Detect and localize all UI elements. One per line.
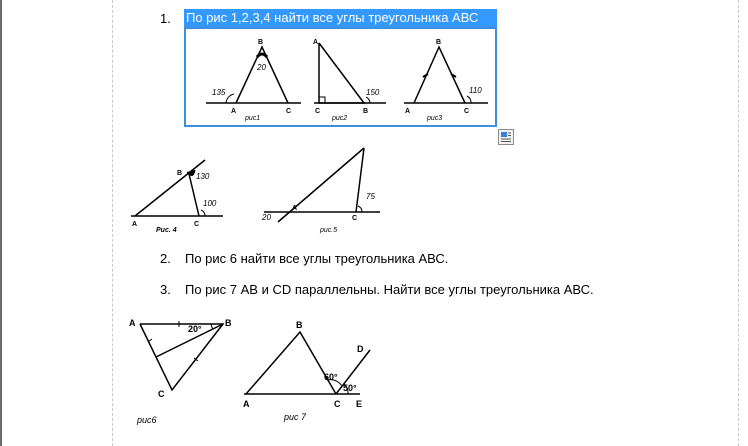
list-number-1: 1. (160, 11, 171, 26)
fig4-label-b: B (177, 170, 183, 177)
fig4-label-c: C (194, 221, 200, 228)
fig6-label-b: B (225, 318, 232, 328)
fig6-label-a: A (129, 318, 136, 328)
fig7-label-b: B (296, 320, 303, 330)
fig7-angle-2: 50° (343, 383, 357, 393)
fig3-label-a: A (405, 108, 411, 115)
fig7-label-e: E (356, 399, 363, 409)
fig1-caption: рис1 (245, 115, 261, 122)
fig1-label-a: A (231, 108, 237, 115)
figure-6 (125, 312, 240, 439)
fig1-label-b: B (258, 39, 264, 46)
fig4-angle-b: 130 (196, 172, 210, 181)
figure-5 (258, 140, 388, 241)
fig5-label-c: C (352, 215, 358, 222)
fig6-label-c: C (158, 389, 165, 399)
fig1-angle-ext: 135 (212, 88, 226, 97)
figure-1 (206, 39, 301, 122)
fig5-angle-a: 20 (262, 213, 271, 222)
figures-1-3 (186, 29, 495, 125)
figure-3 (404, 39, 488, 122)
fig3-label-c: C (464, 108, 470, 115)
window-left-border (0, 0, 2, 446)
fig1-label-c: C (286, 108, 292, 115)
fig3-angle-ext: 110 (469, 86, 482, 95)
fig3-label-b: B (436, 39, 442, 46)
fig7-label-c: C (334, 399, 341, 409)
fig5-angle-c: 75 (366, 192, 375, 201)
item-3-text: По рис 7 АВ и CD параллельны. Найти все углы треугольника АВС. (185, 282, 594, 297)
figure-7 (238, 312, 378, 437)
list-number-2: 2. (160, 251, 171, 266)
figure-2 (313, 39, 386, 122)
item-2-text: По рис 6 найти все углы треугольника АВС. (185, 251, 449, 266)
fig7-label-a: A (243, 399, 250, 409)
fig5-label-a: A (292, 205, 298, 212)
list-number-3: 3. (160, 282, 171, 297)
selected-figure-frame[interactable] (184, 27, 497, 127)
fig7-label-d: D (357, 344, 364, 354)
fig2-label-c: C (315, 108, 321, 115)
selected-text-item-1[interactable]: По рис 1,2,3,4 найти все углы треугольника АВС (184, 9, 497, 27)
fig4-caption: Рис. 4 (156, 227, 177, 234)
fig7-caption: рис 7 (284, 412, 307, 422)
fig2-label-b: B (363, 108, 369, 115)
fig2-angle-ext: 150 (366, 88, 380, 97)
fig6-angle-b: 20° (188, 324, 202, 334)
figure-4 (121, 150, 231, 241)
fig5-caption: рис.5 (320, 227, 338, 234)
fig2-label-a: A (313, 39, 319, 46)
fig1-angle-b: 20 (257, 63, 266, 72)
fig2-caption: рис2 (332, 115, 348, 122)
fig3-caption: рис3 (427, 115, 443, 122)
fig6-caption: рис6 (137, 415, 157, 425)
page-margin-right-guide (738, 0, 739, 446)
fig4-angle-c: 100 (203, 199, 217, 208)
layout-options-icon[interactable] (498, 129, 514, 145)
fig4-label-a: A (132, 221, 138, 228)
fig7-angle-1: 60° (324, 372, 338, 382)
page-margin-left-guide (112, 0, 113, 446)
